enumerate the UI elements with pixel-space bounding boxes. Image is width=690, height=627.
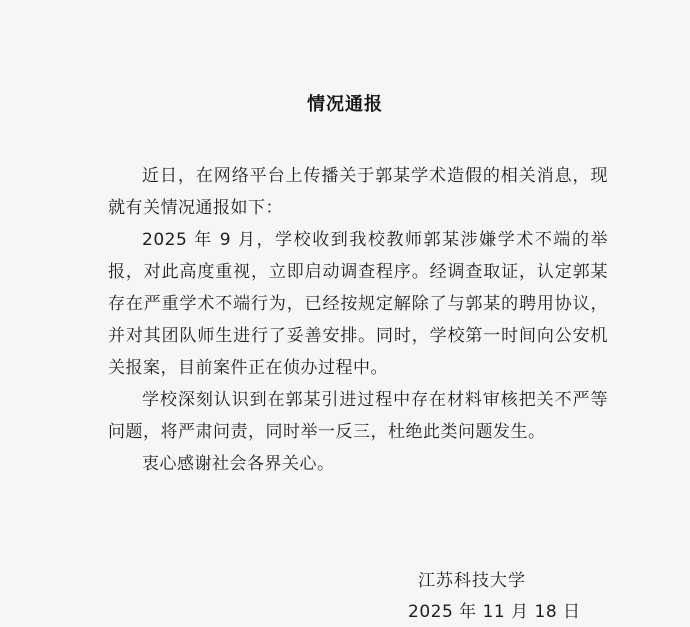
notice-body	[108, 160, 608, 480]
paragraph-investigation: 2025 年 9 月，学校收到我校教师郭某涉嫌学术不端的举报，对此高度重视，立即启动调查程序。经调查取证，认定郭某存在严重学术不端行为，已经按规定解除了与郭某的聘用协议，并对其团队师生进行了妥善安排。同时，学校第一时间向公安机关报案，目前案件正在侦办过程中。	[108, 230, 608, 378]
paragraph-thanks: 衷心感谢社会各界关心。	[142, 454, 335, 474]
paragraph-accountability: 学校深刻认识到在郭某引进过程中存在材料审核把关不严等问题，将严肃问责，同时举一反三，杜绝此类问题发生。	[108, 390, 608, 442]
notice-title: 情况通报	[307, 94, 383, 115]
signature-date: 2025 年 11 月 18 日	[408, 602, 581, 622]
signature-organization: 江苏科技大学	[418, 571, 526, 591]
paragraph-intro: 近日，在网络平台上传播关于郭某学术造假的相关消息，现就有关情况通报如下：	[108, 166, 608, 218]
